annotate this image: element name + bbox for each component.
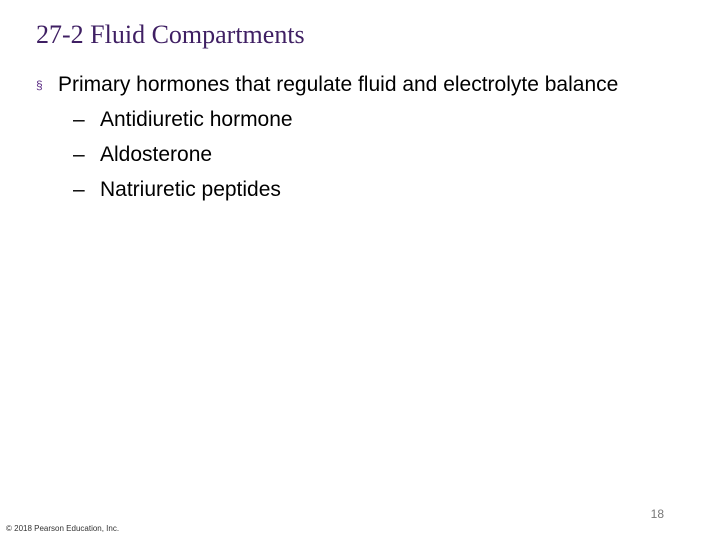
dash-icon: –	[73, 143, 85, 166]
bullet-item	[36, 70, 676, 100]
dash-icon: –	[73, 108, 85, 131]
sub-bullet-text: Antidiuretic hormone	[100, 108, 293, 131]
slide-content	[36, 70, 676, 207]
dash-icon: –	[73, 178, 85, 201]
copyright-notice: © 2018 Pearson Education, Inc.	[6, 524, 120, 533]
sub-bullet-text: Aldosterone	[100, 143, 213, 166]
title-bar	[0, 8, 720, 66]
sub-bullet-text: Natriuretic peptides	[100, 178, 281, 201]
sub-bullet-list	[36, 102, 676, 207]
sub-bullet-item	[36, 102, 676, 137]
slide-title: 27-2 Fluid Compartments	[36, 20, 305, 49]
sub-bullet-item	[36, 172, 676, 207]
bullet-marker-icon: §	[36, 78, 43, 92]
bullet-text: Primary hormones that regulate fluid and electrolyte balance	[58, 73, 619, 96]
page-number: 18	[650, 507, 664, 521]
sub-bullet-item	[36, 137, 676, 172]
